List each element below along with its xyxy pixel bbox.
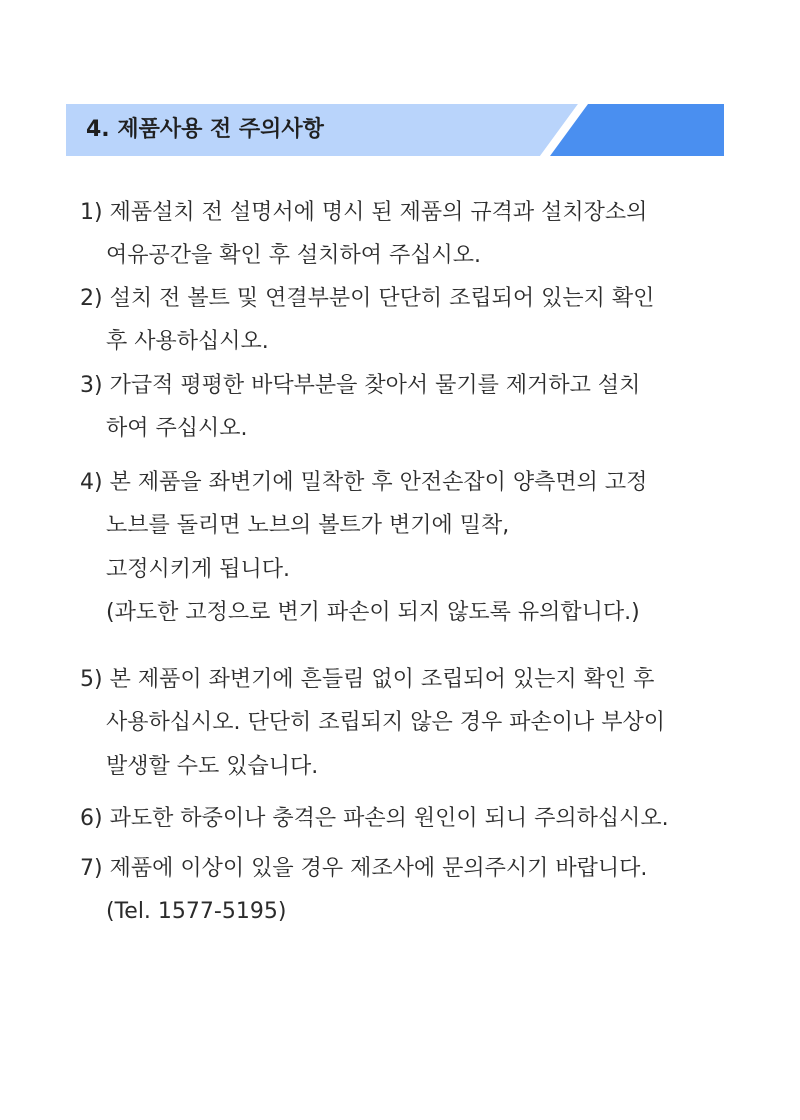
caution-item-text: 과도한 하중이나 충격은 파손의 원인이 되니 주의하십시오. <box>109 806 669 831</box>
caution-item-continuation: 사용하십시오. 단단히 조립되지 않은 경우 파손이나 부상이 <box>106 710 666 735</box>
caution-item-continuation: 고정시키게 됩니다. <box>106 557 291 582</box>
caution-item-text: 본 제품이 좌변기에 흔들림 없이 조립되어 있는지 확인 후 <box>109 667 655 692</box>
caution-item-continuation: 하여 주십시오. <box>106 416 248 441</box>
caution-item-continuation: 발생할 수도 있습니다. <box>106 754 319 779</box>
caution-item-continuation: (과도한 고정으로 변기 파손이 되지 않도록 유의합니다.) <box>106 600 640 625</box>
caution-item-text: 제품설치 전 설명서에 명시 된 제품의 규격과 설치장소의 <box>109 200 648 225</box>
caution-item-first-line <box>80 804 669 834</box>
caution-item-continuation: (Tel. 1577-5195) <box>106 899 287 924</box>
caution-item-text: 설치 전 볼트 및 연결부분이 단단히 조립되어 있는지 확인 <box>109 286 655 311</box>
caution-item-number: 1) <box>80 200 103 225</box>
caution-item-text: 제품에 이상이 있을 경우 제조사에 문의주시기 바랍니다. <box>109 856 648 881</box>
caution-item-number: 4) <box>80 470 103 495</box>
caution-item-number: 2) <box>80 286 103 311</box>
caution-item-text: 가급적 평평한 바닥부분을 찾아서 물기를 제거하고 설치 <box>109 373 641 398</box>
section-title: 4. 제품사용 전 주의사항 <box>86 117 324 142</box>
caution-item-first-line <box>80 468 647 498</box>
caution-item-first-line <box>80 665 654 695</box>
caution-item-first-line <box>80 854 647 884</box>
caution-item-continuation: 노브를 돌리면 노브의 볼트가 변기에 밀착, <box>106 513 510 538</box>
caution-item-first-line <box>80 284 654 314</box>
caution-item-number: 7) <box>80 856 103 881</box>
caution-item-continuation: 여유공간을 확인 후 설치하여 주십시오. <box>106 243 481 268</box>
caution-item-first-line <box>80 371 640 401</box>
caution-item-number: 3) <box>80 373 103 398</box>
caution-item-text: 본 제품을 좌변기에 밀착한 후 안전손잡이 양측면의 고정 <box>109 470 648 495</box>
caution-item-continuation: 후 사용하십시오. <box>106 329 269 354</box>
caution-item-number: 6) <box>80 806 103 831</box>
caution-item-number: 5) <box>80 667 103 692</box>
caution-item-first-line <box>80 198 647 228</box>
